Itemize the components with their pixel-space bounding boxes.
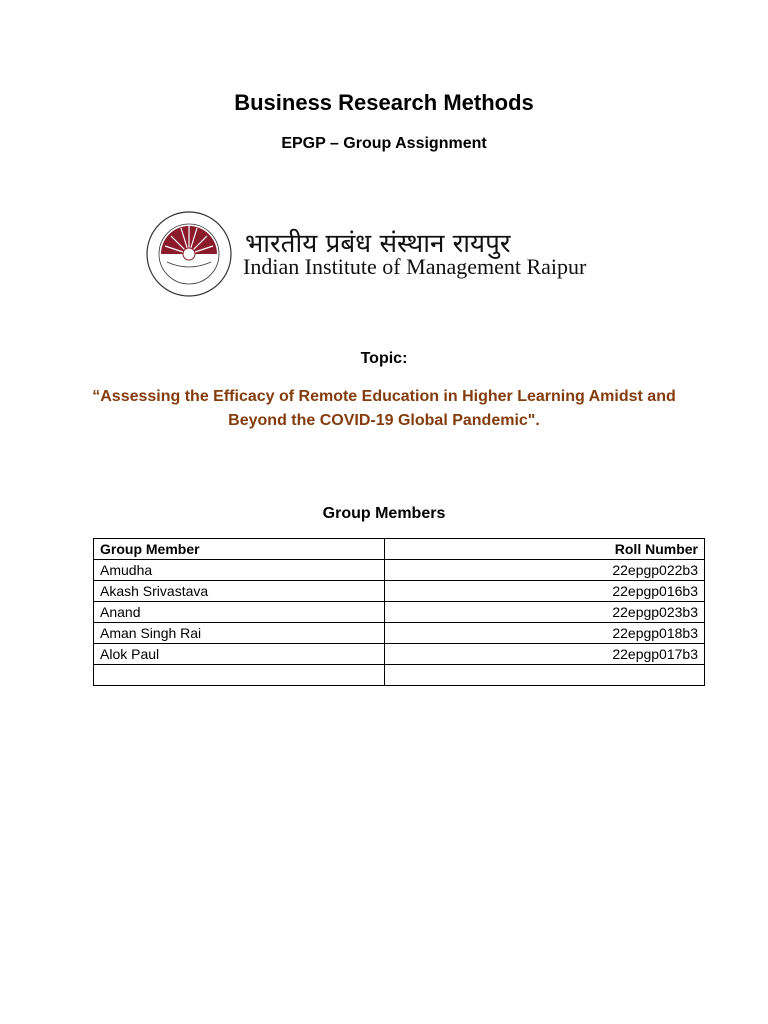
institute-logo <box>145 210 625 300</box>
table-row <box>94 581 705 602</box>
column-header-member: Group Member <box>94 539 385 560</box>
roll-number-cell: 22epgp023b3 <box>385 602 705 623</box>
group-members-heading: Group Members <box>322 505 446 522</box>
document-subtitle: EPGP – Group Assignment <box>281 135 487 152</box>
table-row <box>94 644 705 665</box>
institute-name-hindi: भारतीय प्रबंध संस्थान रायपुर <box>245 229 511 259</box>
table-row <box>94 560 705 581</box>
member-name-cell: Aman Singh Rai <box>94 623 385 644</box>
roll-number-cell: 22epgp016b3 <box>385 581 705 602</box>
roll-number-cell: 22epgp022b3 <box>385 560 705 581</box>
institute-name-english: Indian Institute of Management Raipur <box>243 254 587 279</box>
member-name-cell: Alok Paul <box>94 644 385 665</box>
member-name-cell: Amudha <box>94 560 385 581</box>
topic-label: Topic: <box>360 350 408 367</box>
table-row <box>94 602 705 623</box>
group-members-table <box>93 538 705 686</box>
column-header-roll: Roll Number <box>385 539 705 560</box>
roll-number-cell: 22epgp017b3 <box>385 644 705 665</box>
table-header-row <box>94 539 705 560</box>
member-name-cell: Anand <box>94 602 385 623</box>
table-row <box>94 623 705 644</box>
roll-number-cell: 22epgp018b3 <box>385 623 705 644</box>
member-name-cell: Akash Srivastava <box>94 581 385 602</box>
member-name-cell <box>94 665 385 686</box>
roll-number-cell <box>385 665 705 686</box>
institute-seal-icon <box>145 210 233 298</box>
topic-text: “Assessing the Efficacy of Remote Education in Higher Learning Amidst and Beyond the COVID-19 Global Pandemic". <box>92 388 676 429</box>
table-row <box>94 665 705 686</box>
document-title: Business Research Methods <box>234 90 534 115</box>
